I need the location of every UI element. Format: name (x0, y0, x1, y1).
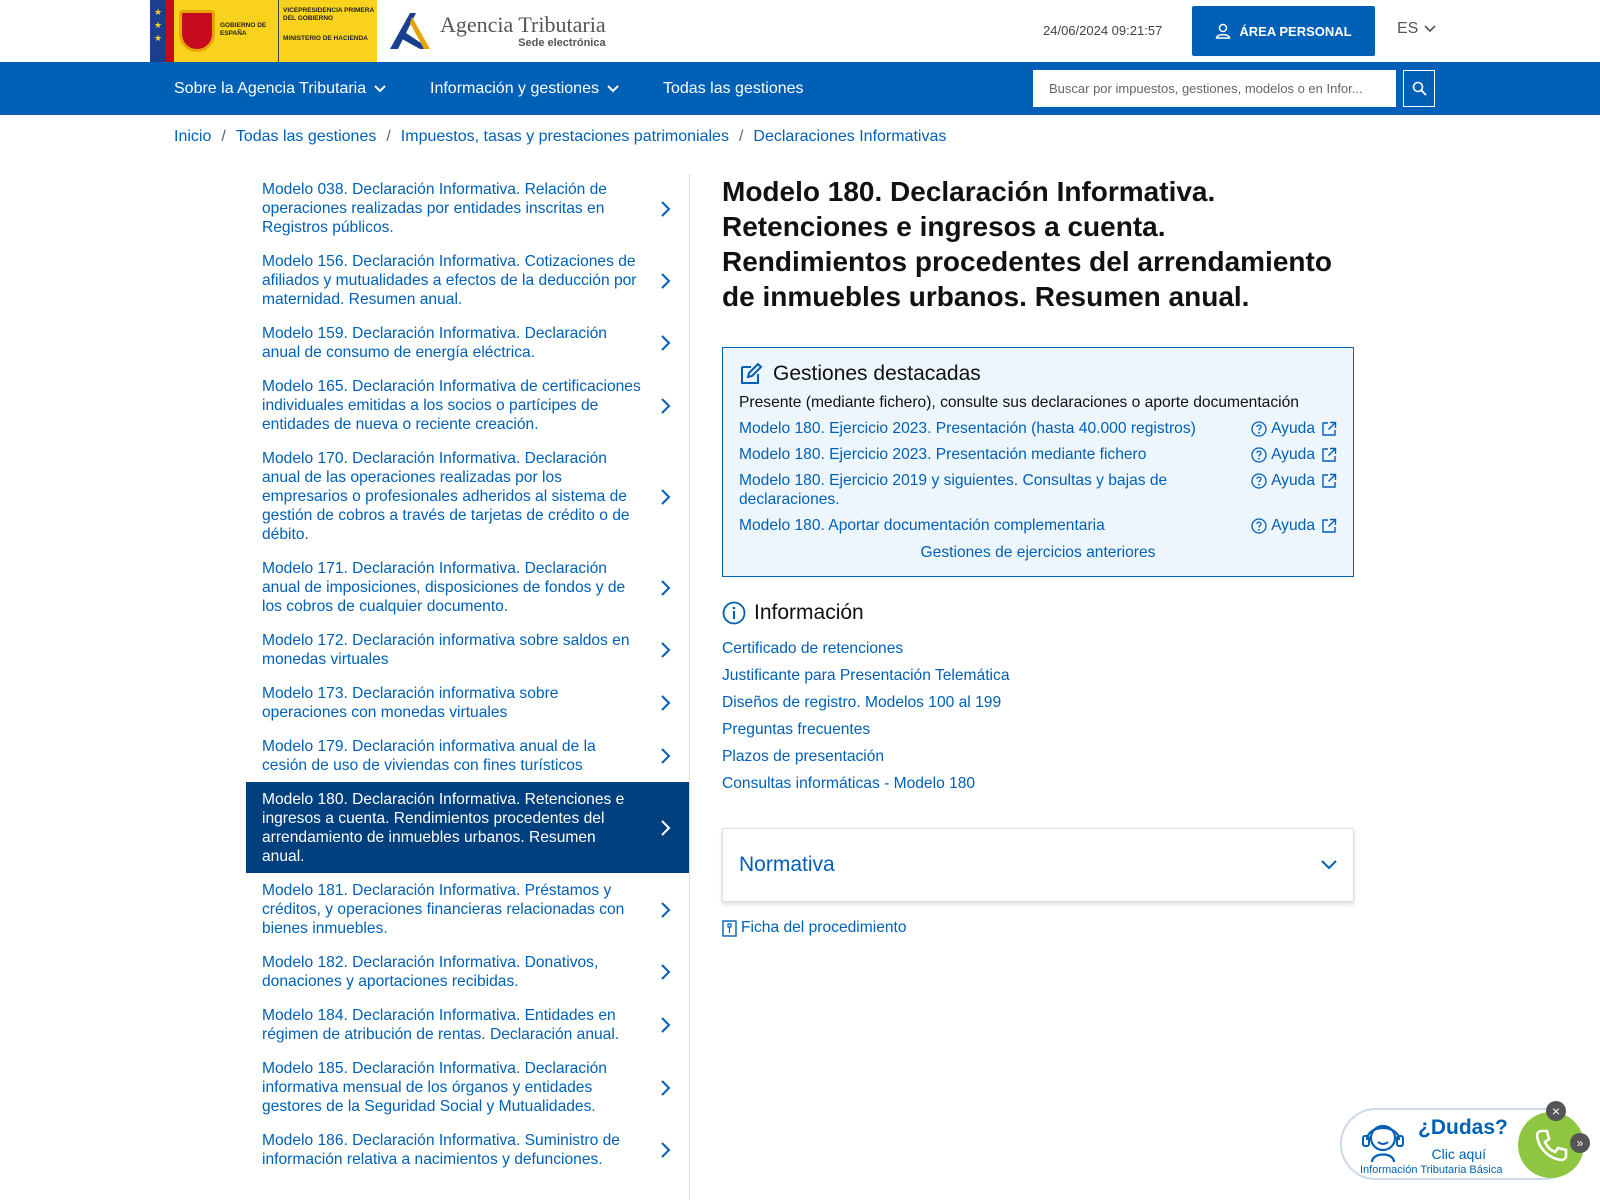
ayuda-link[interactable] (1251, 419, 1337, 438)
help-circle-icon (1251, 518, 1267, 534)
sidebar-item-label: Modelo 179. Declaración informativa anual de la cesión de uso de viviendas con fines turísticos (262, 738, 596, 774)
breadcrumb-declaraciones-informativas[interactable]: Declaraciones Informativas (753, 128, 947, 145)
gestion-link[interactable]: Modelo 180. Aportar documentación complementaria (739, 517, 1105, 534)
search-button[interactable] (1403, 70, 1435, 107)
sidebar-item-label: Modelo 173. Declaración informativa sobre operaciones con monedas virtuales (262, 685, 559, 721)
chevron-right-icon (659, 1015, 673, 1035)
agencia-tributaria-logo[interactable] (386, 8, 626, 54)
chevron-down-icon (607, 85, 619, 93)
sidebar-item[interactable] (246, 873, 689, 945)
close-icon[interactable]: × (1546, 1101, 1566, 1121)
chevron-down-icon (1424, 25, 1436, 33)
main-content (722, 174, 1354, 937)
sidebar-item[interactable] (246, 1051, 689, 1123)
coat-of-arms-icon (174, 0, 220, 62)
breadcrumb-impuestos[interactable]: Impuestos, tasas y prestaciones patrimoniales (400, 128, 729, 145)
chevron-right-icon (659, 199, 673, 219)
language-label: ES (1397, 20, 1419, 37)
sidebar-item-label: Modelo 170. Declaración Informativa. Declaración anual de las operaciones realizadas por los empresarios o profesionales adheridos al sistema de gestión de cobros a través de tarjetas de crédito o de débito. (262, 450, 630, 543)
nav-item-label: Todas las gestiones (663, 79, 804, 97)
document-icon (722, 920, 737, 937)
sidebar-item[interactable] (246, 244, 689, 316)
informacion-link[interactable]: Plazos de presentación (722, 748, 885, 765)
ficha-label: Ficha del procedimiento (741, 919, 907, 936)
ayuda-link[interactable] (1251, 445, 1337, 464)
ayuda-link[interactable] (1251, 516, 1337, 535)
chevron-right-icon (659, 693, 673, 713)
gestion-link[interactable]: Modelo 180. Ejercicio 2019 y siguientes. Consultas y bajas de declaraciones. (739, 472, 1168, 508)
external-link-icon (1321, 473, 1337, 489)
ministerio-text: MINISTERIO DE HACIENDA (283, 35, 368, 42)
sidebar-item-label: Modelo 038. Declaración Informativa. Relación de operaciones realizadas por entidades inscritas en Registros públicos. (262, 181, 607, 236)
informacion-link[interactable]: Preguntas frecuentes (722, 721, 871, 738)
informacion-link[interactable]: Consultas informáticas - Modelo 180 (722, 775, 976, 792)
chevron-right-icon (659, 1140, 673, 1160)
language-selector[interactable] (1397, 20, 1436, 38)
chevron-right-icon (659, 396, 673, 416)
search-placeholder: Buscar por impuestos, gestiones, modelos o en Infor... (1049, 81, 1363, 96)
chevron-right-icon (659, 962, 673, 982)
chevron-right-icon (659, 271, 673, 291)
sidebar-item[interactable] (246, 551, 689, 623)
page-title: Modelo 180. Declaración Informativa. Retenciones e ingresos a cuenta. Rendimientos procedentes del arrendamiento de inmuebles urbanos. Resumen anual. (722, 176, 1332, 312)
support-agent-icon (1358, 1118, 1408, 1164)
user-icon (1215, 23, 1231, 39)
brand-subtitle: Sede electrónica (518, 37, 606, 49)
informacion-links (722, 635, 1354, 797)
brand-title: Agencia Tributaria (440, 12, 606, 37)
chevron-right-icon (659, 1078, 673, 1098)
search-icon (1412, 81, 1427, 96)
gestion-row (739, 445, 1337, 464)
informacion-link[interactable]: Certificado de retenciones (722, 640, 904, 657)
nav-todas-gestiones[interactable] (663, 62, 804, 115)
sidebar-item-label: Modelo 181. Declaración Informativa. Préstamos y créditos, y operaciones financieras relacionadas con bienes inmuebles. (262, 882, 625, 937)
help-circle-icon (1251, 473, 1267, 489)
nav-sobre-agencia[interactable] (174, 62, 386, 115)
help-circle-icon (1251, 421, 1267, 437)
chevron-right-icon (659, 746, 673, 766)
sidebar-item-label: Modelo 172. Declaración informativa sobre saldos en monedas virtuales (262, 632, 630, 668)
external-link-icon (1321, 447, 1337, 463)
dudas-click: Clic aquí (1431, 1146, 1486, 1162)
main-navigation (0, 62, 1600, 115)
breadcrumb-inicio[interactable]: Inicio (174, 128, 212, 145)
ayuda-link[interactable] (1251, 471, 1337, 509)
gestiones-destacadas-panel (722, 347, 1354, 577)
current-datetime: 24/06/2024 09:21:57 (1043, 23, 1163, 38)
gov-text: GOBIERNO DE ESPAÑA (220, 22, 267, 37)
sidebar-item-label: Modelo 159. Declaración Informativa. Declaración anual de consumo de energía eléctrica. (262, 325, 607, 361)
sidebar-item-active[interactable] (246, 782, 689, 873)
area-personal-label: ÁREA PERSONAL (1239, 23, 1352, 39)
chevron-right-icon (659, 487, 673, 507)
gestion-row (739, 471, 1337, 509)
sidebar-item[interactable] (246, 441, 689, 551)
agencia-logo-icon (386, 9, 434, 53)
gestiones-ejercicios-anteriores-link[interactable]: Gestiones de ejercicios anteriores (920, 544, 1156, 561)
sidebar-item-label: Modelo 180. Declaración Informativa. Retenciones e ingresos a cuenta. Rendimientos procedentes del arrendamiento de inmuebles urbanos. Resumen anual. (262, 791, 625, 865)
breadcrumb-todas-gestiones[interactable]: Todas las gestiones (235, 128, 377, 145)
eu-flag-icon: ★ ★ ★ (150, 0, 174, 62)
help-circle-icon (1251, 447, 1267, 463)
chevron-right-double-icon[interactable]: » (1570, 1133, 1590, 1153)
dudas-title: ¿Dudas? (1418, 1116, 1508, 1139)
sidebar-item-label: Modelo 185. Declaración Informativa. Declaración informativa mensual de los órganos y entidades gestores de la Seguridad Social y Mutualidades. (262, 1060, 607, 1115)
phone-icon (1531, 1125, 1571, 1165)
informacion-link[interactable]: Justificante para Presentación Telemática (722, 667, 1010, 684)
sidebar-divider (689, 174, 690, 1200)
ayuda-label: Ayuda (1271, 472, 1315, 489)
government-logo[interactable] (150, 0, 377, 62)
sidebar-item[interactable] (246, 1123, 689, 1176)
chevron-right-icon (659, 640, 673, 660)
sidebar-item[interactable] (246, 316, 689, 369)
gestiones-description: Presente (mediante fichero), consulte sus declaraciones o aporte documentación (739, 394, 1299, 411)
sidebar-item[interactable] (246, 172, 689, 244)
normativa-label: Normativa (739, 853, 835, 876)
gestion-link[interactable]: Modelo 180. Ejercicio 2023. Presentación mediante fichero (739, 446, 1147, 463)
sidebar-item[interactable] (246, 623, 689, 676)
search-input[interactable] (1033, 70, 1396, 107)
sidebar-item-label: Modelo 165. Declaración Informativa de certificaciones individuales emitidas a los socios o partícipes de entidades de nueva o reciente creación. (262, 378, 641, 433)
nav-informacion-gestiones[interactable] (430, 62, 619, 115)
vicepresidencia-text: VICEPRESIDENCIA PRIMERA DEL GOBIERNO (283, 7, 374, 22)
sidebar-item-label: Modelo 184. Declaración Informativa. Entidades en régimen de atribución de rentas. Declaración anual. (262, 1007, 620, 1043)
sidebar-item-label: Modelo 171. Declaración Informativa. Declaración anual de imposiciones, disposiciones de fondos y de los cobros de cualquier documento. (262, 560, 626, 615)
ayuda-label: Ayuda (1271, 446, 1315, 463)
info-icon (722, 601, 746, 625)
ayuda-label: Ayuda (1271, 517, 1315, 534)
sidebar-item-label: Modelo 156. Declaración Informativa. Cotizaciones de afiliados y mutualidades a efectos de la deducción por maternidad. Resumen anual. (262, 253, 637, 308)
external-link-icon (1321, 518, 1337, 534)
normativa-accordion[interactable] (722, 828, 1354, 902)
chevron-down-icon (1321, 860, 1337, 870)
sidebar-item-label: Modelo 182. Declaración Informativa. Donativos, donaciones y aportaciones recibidas. (262, 954, 599, 990)
gestion-row (739, 516, 1337, 535)
ficha-procedimiento-link[interactable] (722, 919, 1354, 937)
chevron-right-icon (659, 818, 673, 838)
breadcrumb: Inicio / Todas las gestiones / Impuestos, tasas y prestaciones patrimoniales / Declaraciones Informativas (174, 128, 947, 145)
gestion-link[interactable]: Modelo 180. Ejercicio 2023. Presentación (hasta 40.000 registros) (739, 420, 1196, 437)
area-personal-button[interactable] (1192, 6, 1375, 56)
sidebar-menu (246, 172, 689, 1176)
gestiones-heading: Gestiones destacadas (773, 362, 981, 385)
sidebar-item[interactable] (246, 369, 689, 441)
chevron-right-icon (659, 900, 673, 920)
sidebar-item[interactable] (246, 945, 689, 998)
nav-item-label: Sobre la Agencia Tributaria (174, 79, 367, 97)
sidebar-item-label: Modelo 186. Declaración Informativa. Suministro de información relativa a nacimientos y defunciones. (262, 1132, 620, 1168)
informacion-heading: Información (754, 601, 864, 624)
dudas-info: Información Tributaria Básica (1360, 1164, 1503, 1176)
informacion-link[interactable]: Diseños de registro. Modelos 100 al 199 (722, 694, 1002, 711)
chevron-right-icon (659, 333, 673, 353)
nav-item-label: Información y gestiones (430, 79, 599, 97)
edit-icon (739, 362, 763, 386)
ayuda-label: Ayuda (1271, 420, 1315, 437)
sidebar-item[interactable] (246, 998, 689, 1051)
external-link-icon (1321, 421, 1337, 437)
sidebar-item[interactable] (246, 676, 689, 729)
chevron-down-icon (374, 85, 386, 93)
top-header (0, 0, 1600, 62)
chevron-right-icon (659, 578, 673, 598)
gestion-row (739, 419, 1337, 438)
sidebar-item[interactable] (246, 729, 689, 782)
